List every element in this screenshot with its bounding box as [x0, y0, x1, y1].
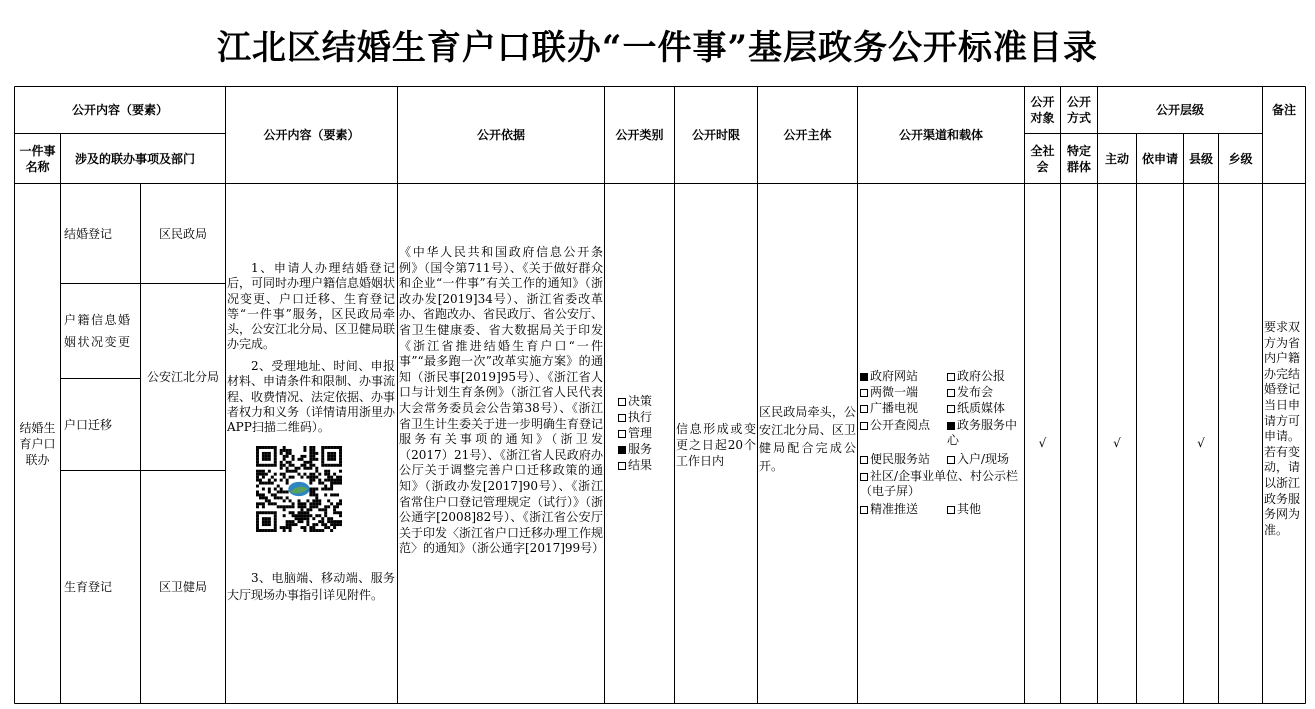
channel-convenience: 便民服务站 [860, 452, 930, 467]
header-object-specific: 特定群体 [1066, 143, 1091, 174]
header-level-town: 乡级 [1228, 151, 1253, 166]
channel-tv: 广播电视 [860, 401, 918, 416]
channel-press: 发布会 [947, 385, 993, 400]
dept-police: 公安江北分局 [146, 370, 219, 384]
basis-text: 《中华人民共和国政府信息公开条例》（国令第711号）、《关于做好群众和企业“一件事”有关工作的通知》（浙改办发[2019]34号）、浙江省委改革办、省跑改办、省民政厅、省公安厅、省卫生健康委、省大数据局关于印发《浙江省推进结婚生育户口“一件事”“最多跑一次”改革实施方案》的通知（浙民事[2019]95号）、《浙江省人口与计划生育条例》（浙江省人民代表大会常务委员会公告第38号）、《浙江省卫生计生委关于进一步明确生育登记服务有关事项的通知》（浙卫发（2017）21号）、《浙江省人民政府办公厅关于调整完善户口迁移政策的通知》（浙政办发[2017]90号）、《浙江省常住户口登记管理规定（试行）》（浙公通字[2008]82号）、《浙江省公安厅关于印发〈浙江省户口迁移办理工作规范〉的通知》（浙公通字[2017]99号） [399, 245, 605, 556]
checkbox-icon [860, 456, 868, 464]
content-paragraph-1: 1、申请人办理结婚登记后，可同时办理户籍信息婚姻状况变更、户口迁移、生育登记等“一件事”服务，区民政局牵头，公安江北分局、区卫健局联办完成。 [227, 261, 396, 352]
channel-community: 社区/企事业单位、村公示栏（电子屏） [860, 469, 1019, 498]
header-content-group: 公开内容（要素） [71, 103, 168, 117]
checkbox-icon [860, 473, 868, 481]
subject-text: 区民政局牵头，公安江北分局、区卫健局配合完成公开。 [759, 405, 856, 473]
checkbox-icon [618, 430, 626, 438]
checkbox-checked-icon [947, 422, 955, 430]
channel-other: 其他 [947, 502, 981, 517]
checkbox-icon [618, 398, 626, 406]
object-all-check: √ [1038, 436, 1047, 450]
channel-paper: 纸质媒体 [947, 401, 1005, 416]
content-paragraph-3: 3、电脑端、移动端、服务大厅现场办事指引详见附件。 [227, 571, 395, 602]
category-result: 结果 [618, 458, 652, 473]
header-method-apply: 依申请 [1141, 151, 1178, 166]
channel-precise: 精准推送 [860, 502, 918, 517]
category-execution: 执行 [618, 410, 652, 425]
item-name: 结婚生育户口联办 [19, 420, 56, 467]
channel-gov-gazette: 政府公报 [947, 369, 1005, 384]
level-county-check: √ [1197, 436, 1205, 450]
dept-health: 区卫健局 [158, 580, 207, 594]
remark-text: 要求双方为省内户籍办完结婚登记当日申请方可申请。若有变动，请以浙江政务服务网为准。 [1264, 320, 1301, 537]
checkbox-icon [618, 414, 626, 422]
header-method-active: 主动 [1104, 151, 1129, 166]
channel-two-micro: 两微一端 [860, 385, 918, 400]
checkbox-icon [860, 389, 868, 397]
page-title: 江北区结婚生育户口联办“一件事”基层政务公开标准目录 [216, 28, 1099, 68]
header-time-limit: 公开时限 [691, 128, 740, 142]
header-linked-items: 涉及的联办事项及部门 [75, 151, 196, 166]
category-decision: 决策 [618, 394, 652, 409]
dept-civil-affairs: 区民政局 [158, 226, 207, 241]
header-level-county: 县级 [1188, 151, 1213, 166]
header-object: 公开对象 [1030, 95, 1055, 125]
checkbox-icon [947, 506, 955, 514]
header-basis: 公开依据 [476, 128, 525, 142]
method-active-check: √ [1113, 436, 1121, 450]
header-item-name: 一件事名称 [19, 143, 56, 174]
content-paragraph-2: 2、受理地址、时间、申报材料、申请条件和限制、办事流程、收费情况、法定依据、办事者权力和义务（详情请用浙里办APP扫描二维码）。 [227, 359, 396, 435]
checkbox-icon [860, 506, 868, 514]
header-channel: 公开渠道和载体 [898, 128, 983, 142]
checkbox-checked-icon [618, 446, 626, 454]
header-content: 公开内容（要素） [263, 128, 360, 142]
sub-item-marriage: 结婚登记 [64, 226, 113, 241]
channel-service-center: 政务服务中心 [947, 418, 1018, 447]
header-level: 公开层级 [1155, 103, 1204, 117]
checkbox-checked-icon [860, 373, 868, 381]
qr-code[interactable] [256, 446, 342, 532]
sub-item-household-status: 户籍信息婚姻状况变更 [64, 313, 132, 349]
header-category: 公开类别 [615, 128, 664, 142]
checkbox-icon [947, 405, 955, 413]
category-management: 管理 [618, 426, 652, 441]
time-limit-text: 信息形成或变更之日起20个工作日内 [676, 422, 756, 468]
checkbox-icon [618, 462, 626, 470]
sub-item-birth: 生育登记 [64, 580, 113, 594]
header-object-all: 全社会 [1030, 143, 1055, 174]
checkbox-icon [947, 389, 955, 397]
category-service: 服务 [618, 442, 652, 457]
channel-door: 入户/现场 [947, 452, 1009, 467]
checkbox-icon [860, 405, 868, 413]
header-remark: 备注 [1271, 103, 1296, 117]
checkbox-icon [947, 456, 955, 464]
channel-reading-point: 公开查阅点 [860, 418, 930, 433]
header-method: 公开方式 [1066, 95, 1091, 125]
channel-gov-site: 政府网站 [860, 369, 918, 384]
checkbox-icon [860, 422, 868, 430]
header-subject: 公开主体 [783, 128, 832, 142]
checkbox-icon [947, 373, 955, 381]
sub-item-migration: 户口迁移 [64, 417, 113, 432]
